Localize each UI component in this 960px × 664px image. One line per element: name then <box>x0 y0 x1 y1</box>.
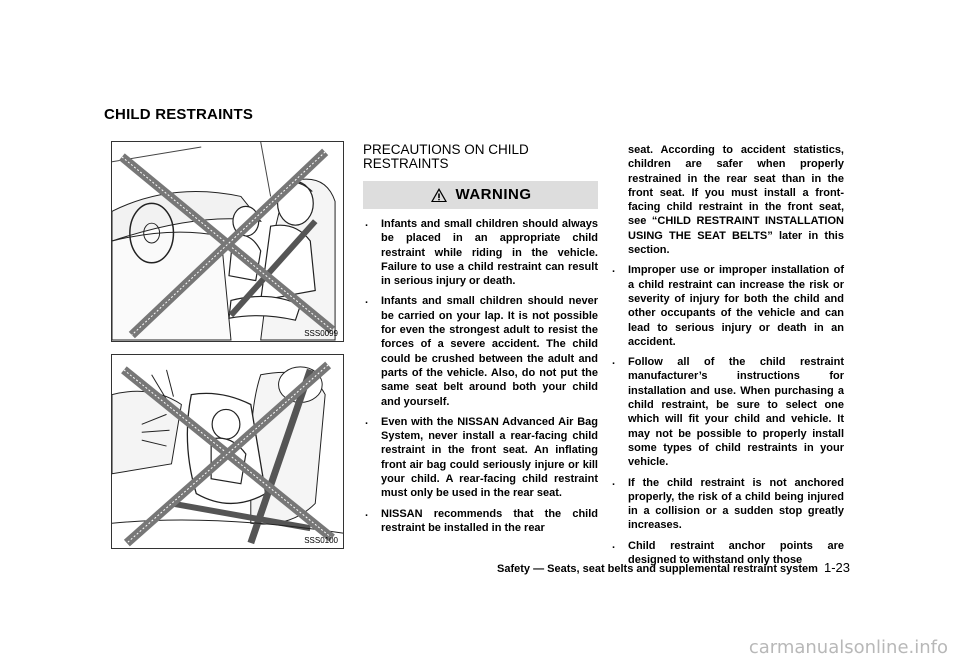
list-item: . Infants and small children should always be placed in an appropriate child restraint while riding in the vehicle. Failure to use a child restraint can result in serious injury or death. <box>363 217 598 288</box>
warning-triangle-icon <box>430 187 448 203</box>
page-footer <box>497 560 850 575</box>
list-item: . NISSAN recommends that the child restraint be installed in the rear <box>363 507 598 536</box>
figure-code: SSS0099 <box>304 329 338 338</box>
list-item: . Follow all of the child restraint manufacturer’s instructions for installation and use. When purchasing a child restraint, be sure to select one which will fit your child and vehicle. It may not be possible to properly install some types of child restraints in your vehicle. <box>610 355 844 469</box>
section-title: CHILD RESTRAINTS <box>104 106 254 123</box>
warning-label: WARNING <box>455 185 532 203</box>
warning-banner <box>363 181 598 209</box>
list-item: . Child restraint anchor points are designed to withstand only those <box>610 539 844 568</box>
figure-child-on-lap <box>111 141 344 342</box>
footer-text: Safety — Seats, seat belts and supplemental restraint system <box>497 563 818 575</box>
figure-rear-facing-front <box>111 354 344 549</box>
warning-list-col1 <box>363 217 598 535</box>
subheading: PRECAUTIONS ON CHILD RESTRAINTS <box>363 142 529 171</box>
text-column-2 <box>610 143 844 573</box>
figure-code: SSS0100 <box>304 536 338 545</box>
page-number: 1-23 <box>823 560 850 575</box>
watermark: carmanualsonline.info <box>748 637 948 658</box>
list-item: . If the child restraint is not anchored properly, the risk of a child being injured in a collision or a sudden stop greatly increases. <box>610 476 844 533</box>
warning-list-col2 <box>610 263 844 567</box>
continuation-text: seat. According to accident statistics, children are safer when properly restrained in the rear seat than in the front seat. If you must install a front-facing child restraint in the front seat, see “CHILD RESTRAINT INSTALLATION USING THE SEAT BELTS” later in this section. <box>628 144 844 257</box>
text-column-1 <box>363 143 598 541</box>
list-item: . Infants and small children should never be carried on your lap. It is not possible for even the strongest adult to resist the forces of a severe accident. The child could be crushed between the adult and parts of the vehicle. Also, do not put the same seat belt around both your child and yourself. <box>363 294 598 408</box>
illustration-child-on-lap <box>112 142 343 341</box>
illustration-rear-facing-front <box>112 355 343 548</box>
list-item: . Even with the NISSAN Advanced Air Bag System, never install a rear-facing child restraint in the front seat. An inflating front air bag could seriously injure or kill your child. A rear-facing child restraint must only be used in the rear seat. <box>363 415 598 501</box>
list-item: . Improper use or improper installation of a child restraint can increase the risk or severity of injury for both the child and other occupants of the vehicle and can lead to serious injury or death in an accident. <box>610 263 844 349</box>
